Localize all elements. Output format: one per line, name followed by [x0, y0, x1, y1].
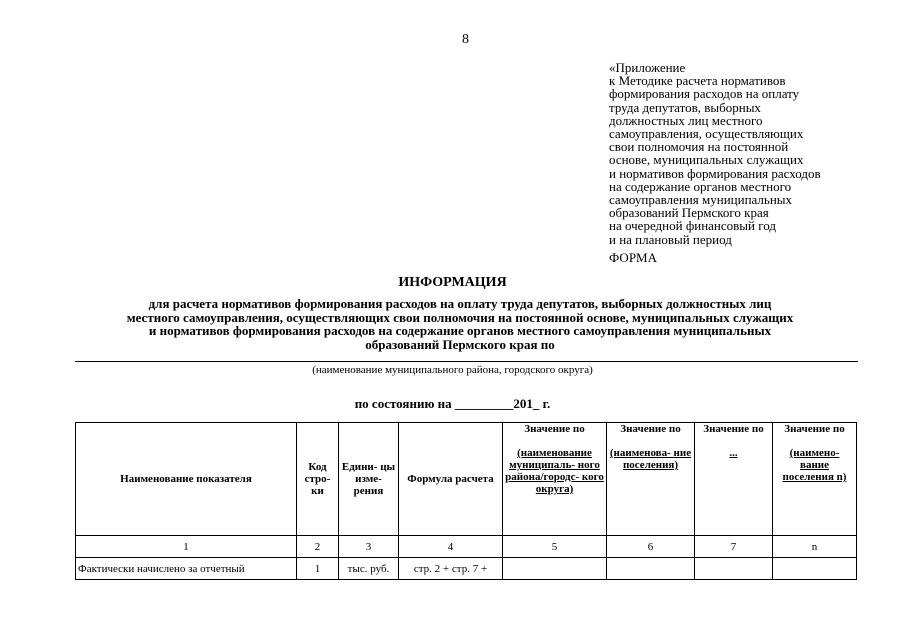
- appendix-line: формирования расходов на оплату: [609, 86, 800, 102]
- header-value-top: Значение по: [620, 423, 681, 435]
- header-value-dots: [695, 423, 773, 536]
- fill-in-line: [75, 361, 858, 362]
- column-number: 2: [297, 536, 339, 558]
- header-value-top: Значение по: [703, 423, 764, 435]
- header-value-sub: ...: [729, 447, 738, 459]
- appendix-line: труда депутатов, выборных: [609, 99, 761, 115]
- appendix-block: [609, 61, 899, 246]
- appendix-line: должностных лиц местного: [609, 112, 763, 128]
- row-name: Фактически начислено за отчетный: [76, 558, 297, 580]
- appendix-line: «Приложение: [609, 60, 686, 75]
- header-code: Код стро- ки: [297, 423, 339, 536]
- row-code: 1: [297, 558, 339, 580]
- appendix-line: к Методике расчета нормативов: [609, 73, 786, 89]
- table-row: [76, 558, 857, 580]
- appendix-line: образований Пермского края: [609, 205, 769, 221]
- header-value-n: [773, 423, 857, 536]
- as-of-date: по состоянию на _________201_ г.: [354, 396, 551, 411]
- appendix-line: и нормативов формирования расходов: [609, 165, 821, 181]
- appendix-line: на содержание органов местного: [609, 178, 792, 194]
- row-value: [607, 558, 695, 580]
- header-value-district: [503, 423, 607, 536]
- column-number: 7: [695, 536, 773, 558]
- header-value-top: Значение по: [784, 423, 845, 435]
- subtitle-line: образований Пермского края по: [365, 336, 555, 352]
- row-value: [695, 558, 773, 580]
- column-number: 6: [607, 536, 695, 558]
- appendix-line: свои полномочия на постоянной: [609, 139, 789, 155]
- appendix-line: на очередной финансовый год: [609, 218, 776, 234]
- table-row-numbers: [76, 536, 857, 558]
- document-subtitle: [60, 297, 860, 351]
- subtitle-line: и нормативов формирования расходов на содержание органов местного самоуправления муниципальных: [148, 323, 772, 338]
- column-number: 4: [399, 536, 503, 558]
- document-title: ИНФОРМАЦИЯ: [398, 275, 507, 290]
- page-number: 8: [462, 32, 469, 47]
- row-formula: стр. 2 + стр. 7 +: [399, 558, 503, 580]
- row-value: [773, 558, 857, 580]
- form-label: ФОРМА: [609, 250, 657, 265]
- fill-in-hint: (наименование муниципального района, городского округа): [312, 364, 593, 376]
- column-number: n: [773, 536, 857, 558]
- appendix-line: самоуправления, осуществляющих: [609, 126, 804, 142]
- subtitle-line: для расчета нормативов формирования расходов на оплату труда депутатов, выборных должностных лиц: [148, 296, 772, 311]
- column-number: 1: [76, 536, 297, 558]
- header-value-top: Значение по: [524, 423, 585, 435]
- header-name: Наименование показателя: [76, 423, 297, 536]
- row-value: [503, 558, 607, 580]
- row-unit: тыс. руб.: [339, 558, 399, 580]
- header-value-sub: (наимено- вание поселения n): [782, 447, 847, 483]
- header-unit: Едини- цы изме- рения: [339, 423, 399, 536]
- appendix-line: и на плановый период: [609, 231, 732, 247]
- header-value-sub: (наименова- ние поселения): [609, 447, 692, 471]
- info-table: [75, 422, 857, 580]
- subtitle-line: местного самоуправления, осуществляющих свои полномочия на постоянной основе, муниципальных служащих: [126, 309, 794, 325]
- appendix-line: основе, муниципальных служащих: [609, 152, 804, 168]
- column-number: 5: [503, 536, 607, 558]
- appendix-line: самоуправления муниципальных: [609, 192, 793, 208]
- header-value-sub: (наименование муниципаль- ного района/городс- кого округа): [505, 447, 604, 495]
- header-value-settlement: [607, 423, 695, 536]
- column-number: 3: [339, 536, 399, 558]
- header-formula: Формула расчета: [399, 423, 503, 536]
